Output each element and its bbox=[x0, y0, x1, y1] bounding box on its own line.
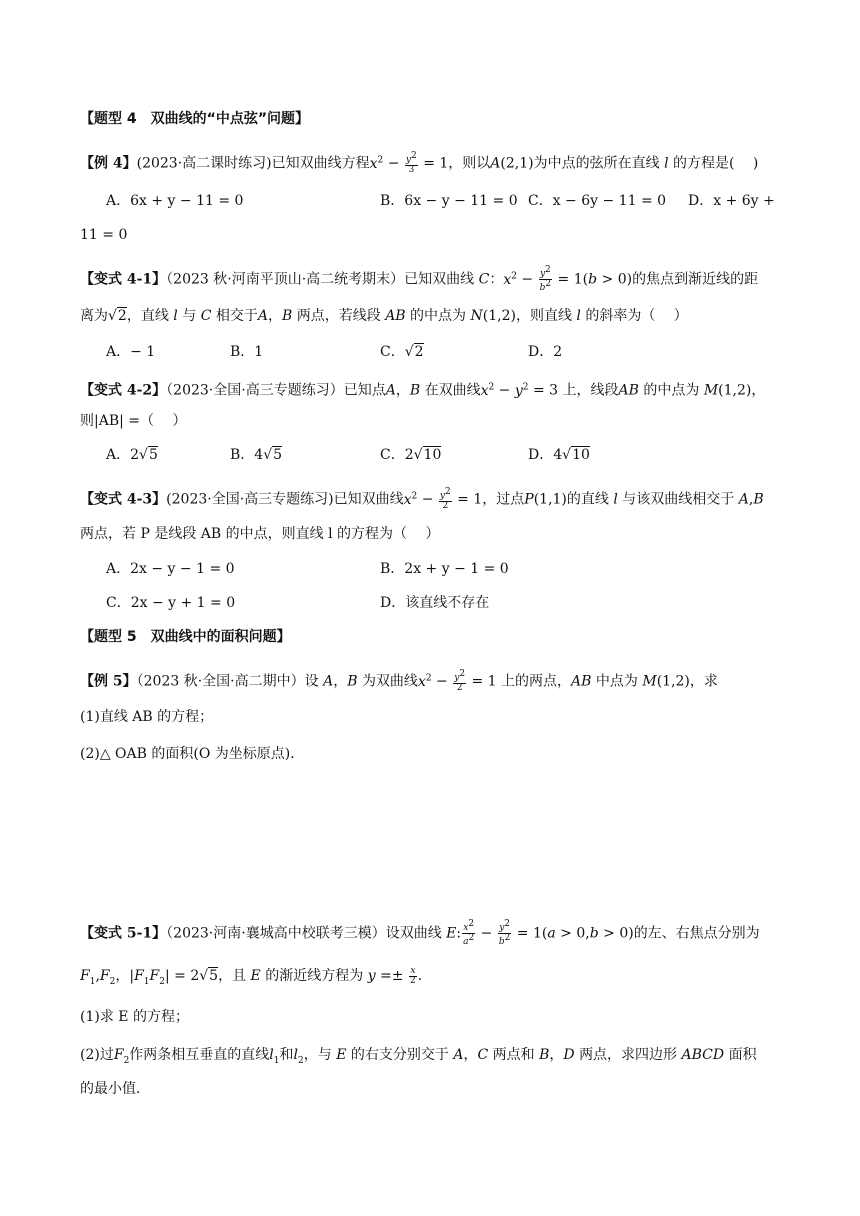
example-5-label: 【例 5】 bbox=[80, 673, 137, 690]
variant-4-3-option-a: A．2x − y − 1 = 0 bbox=[106, 561, 235, 577]
variant-4-1-option-a: A．− 1 bbox=[106, 344, 156, 360]
variant-4-1-stem: 【变式 4-1】（2023 秋·河南平顶山·高二统考期末）已知双曲线 C：$x^2$ − $\frac{y^2}{b^2}$ = 1(b > 0)的焦点到渐近线的距 bbox=[80, 265, 759, 294]
example-4-option-c: C．x − 6y − 11 = 0 bbox=[528, 193, 667, 209]
section-heading-5: 【题型 5 双曲线中的面积问题】 bbox=[80, 629, 291, 645]
variant-4-2-option-a: A．2√5 bbox=[106, 447, 158, 463]
variant-4-3-stem-2: 两点，若 P 是线段 AB 的中点，则直线 l 的方程为（ ） bbox=[80, 526, 440, 542]
example-5-question-1: (1)直线 AB 的方程； bbox=[80, 709, 214, 725]
variant-4-1-label: 【变式 4-1】 bbox=[80, 271, 167, 288]
variant-4-3-stem: 【变式 4-3】(2023·全国·高三专题练习)已知双曲线$x^2$ − $\frac{y^2}{2}$ = 1，过点P(1,1)的直线 l 与该双曲线相交于 A,B bbox=[80, 487, 764, 512]
variant-4-2-label: 【变式 4-2】 bbox=[80, 382, 167, 399]
example-4-option-b: B．6x − y − 11 = 0 bbox=[380, 193, 518, 209]
variant-5-1-stem-2: $F_1,F_2$，$|F_1F_2| = 2√5$，且 E 的渐近线方程为 y =± $\frac{x}{2}$ . bbox=[80, 965, 423, 987]
variant-5-1-question-1: (1)求 E 的方程； bbox=[80, 1009, 189, 1025]
variant-4-3-option-c: C．2x − y + 1 = 0 bbox=[106, 595, 236, 611]
example-5-stem: 【例 5】（2023 秋·全国·高二期中）设 A，B 为双曲线$x^2$ − $\frac{y^2}{2}$ = 1 上的两点，AB 中点为 M(1,2)，求 bbox=[80, 669, 718, 694]
variant-4-1-option-d: D．2 bbox=[528, 344, 563, 360]
variant-4-2-option-b: B．4√5 bbox=[230, 447, 283, 463]
variant-5-1-label: 【变式 5-1】 bbox=[80, 925, 167, 942]
variant-4-1-stem-2: 离为√2，直线 l 与 C 相交于A，B 两点，若线段 AB 的中点为 N(1,2)，则直线 l 的斜率为（ ） bbox=[80, 308, 688, 324]
variant-4-3-option-b: B．2x + y − 1 = 0 bbox=[380, 561, 509, 577]
variant-4-2-stem-2: 则|AB| =（ ） bbox=[80, 413, 187, 429]
variant-5-1-question-2: (2)过$F_2$作两条相互垂直的直线$l_1$和$l_2$，与 E 的右支分别交于 A，C 两点和 B，D 两点，求四边形 ABCD 面积 bbox=[80, 1047, 757, 1066]
variant-4-2-stem: 【变式 4-2】（2023·全国·高三专题练习）已知点A，B 在双曲线$x^2 - y^2 = 3$ 上，线段AB 的中点为 M(1,2)， bbox=[80, 382, 766, 399]
variant-4-3-label: 【变式 4-3】 bbox=[80, 491, 167, 508]
example-4-option-d: D．x + 6y + bbox=[688, 193, 775, 209]
variant-5-1-question-2-cont: 的最小值． bbox=[80, 1081, 150, 1097]
variant-4-1-option-b: B．1 bbox=[230, 344, 264, 360]
variant-4-1-option-c: C．√2 bbox=[380, 344, 424, 360]
variant-4-3-option-d: D．该直线不存在 bbox=[380, 595, 490, 611]
example-4-option-d-cont: 11 = 0 bbox=[80, 227, 128, 243]
variant-5-1-stem: 【变式 5-1】（2023·河南·襄城高中校联考三模）设双曲线 E: $\frac{x^2}{a^2}$ − $\frac{y^2}{b^2}$ = 1(a > 0,b > 0)的左、右焦点分别为 bbox=[80, 919, 760, 947]
example-4-label: 【例 4】 bbox=[80, 155, 137, 172]
variant-4-2-option-d: D．4√10 bbox=[528, 447, 590, 463]
example-4-option-a: A．6x + y − 11 = 0 bbox=[106, 193, 244, 209]
variant-4-2-option-c: C．2√10 bbox=[380, 447, 442, 463]
section-heading-4: 【题型 4 双曲线的“中点弦”问题】 bbox=[80, 111, 310, 127]
example-4-stem: 【例 4】(2023·高二课时练习)已知双曲线方程$x^2$ − $\frac{y^2}{3}$ = 1，则以A(2,1)为中点的弦所在直线 l 的方程是( ) bbox=[80, 151, 759, 176]
example-5-question-2: (2)△ OAB 的面积(O 为坐标原点)． bbox=[80, 746, 305, 762]
